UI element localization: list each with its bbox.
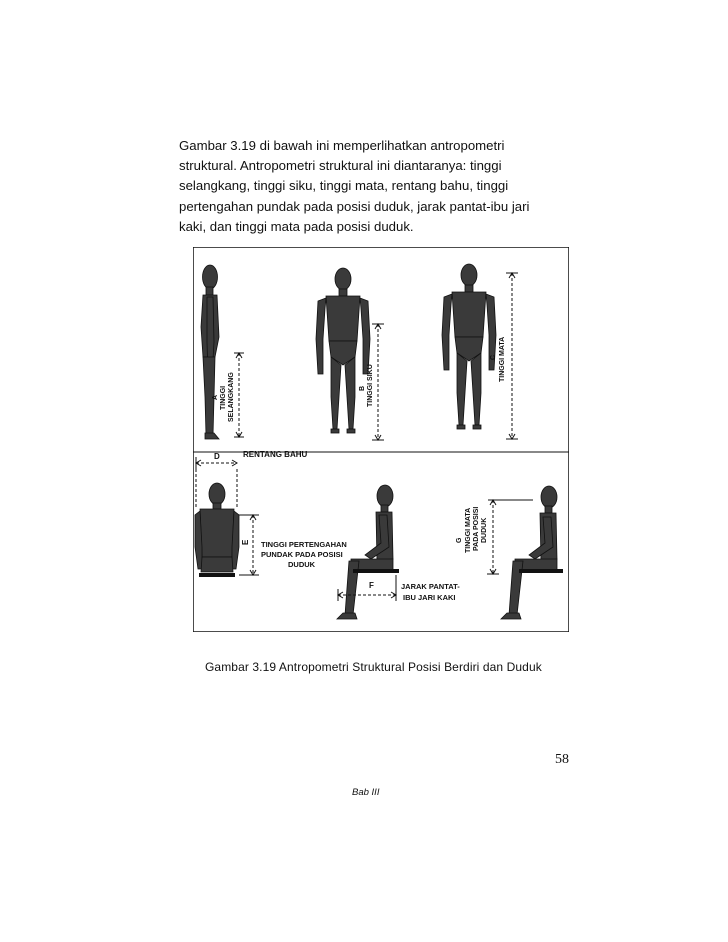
label-e-line1: TINGGI PERTENGAHAN [261,540,347,549]
label-e-letter: E [241,539,250,545]
label-a-letter: A [212,394,219,400]
figure-caption: Gambar 3.19 Antropometri Struktural Posisi Berdiri dan Duduk [205,660,542,674]
label-b-letter: B [359,385,366,391]
label-d-line1: RENTANG BAHU [243,450,308,459]
label-a-line2: SELANGKANG [228,372,235,422]
label-c-line1: TINGGI MATA [499,336,506,382]
label-e-line2: PUNDAK PADA POSISI [261,550,343,559]
label-b-line1: TINGGI SIKU [367,364,374,407]
label-f-line2: IBU JARI KAKI [403,593,456,602]
label-c-letter: C [490,354,497,360]
anthropometry-figure [193,247,569,632]
label-g-line1: TINGGI MATA [465,507,472,553]
seat-side-view-g [519,569,563,573]
label-e-line3: DUDUK [288,560,316,569]
intro-paragraph: Gambar 3.19 di bawah ini memperlihatkan antropometri struktural. Antropometri struktural ini diantaranya: tinggi selangkang, tinggi siku, tinggi mata, rentang bahu, tinggi pertengahan pundak pada posisi duduk, jarak pantat-ibu jari kaki, dan tinggi mata pada posisi duduk. [179,138,530,234]
label-g-line2: PADA POSISI [473,506,480,551]
label-g-line3: DUDUK [481,517,488,543]
label-g-letter: G [456,537,463,543]
label-f-line1: JARAK PANTAT- [401,582,460,591]
chapter-footer: Bab III [352,787,380,798]
page-number: 58 [555,752,569,767]
seat-back-view [199,573,235,577]
label-f-letter: F [369,581,374,590]
seat-side-view-f [353,569,399,573]
label-d-letter: D [214,452,220,461]
label-a-line1: TINGGI [220,385,227,410]
